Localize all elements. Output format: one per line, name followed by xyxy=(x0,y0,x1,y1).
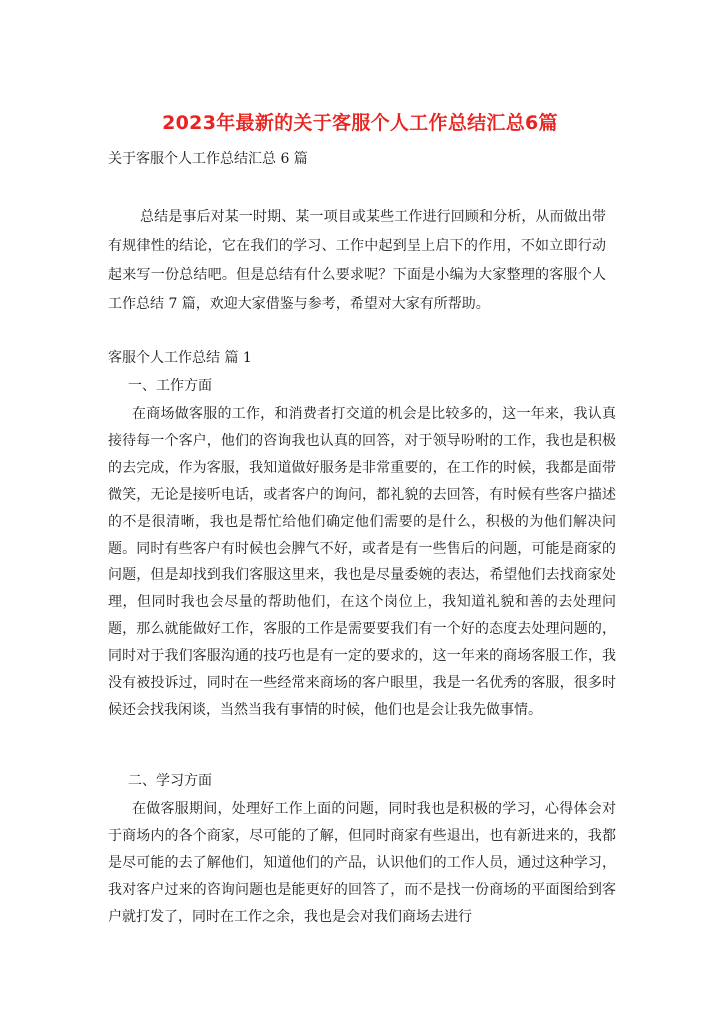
subsection-heading-study: 二、学习方面 xyxy=(128,773,212,789)
study-paragraph: 在做客服期间，处理好工作上面的问题，同时我也是积极的学习，心得体会对于商场内的各个商家，尽可能的了解，但同时商家有些退出，也有新进来的，我都是尽可能的去了解他们，知道他们的产品，认识他们的工作人员，通过这种学习，我对客户过来的咨询问题也是能更好的回答了，而不是找一份商场的平面图给到客户就打发了，同时在工作之余，我也是会对我们商场去进行 xyxy=(108,801,616,925)
document-subtitle: 关于客服个人工作总结汇总 6 篇 xyxy=(108,151,308,167)
intro-paragraph: 总结是事后对某一时期、某一项目或某些工作进行回顾和分析，从而做出带有规律性的结论，它在我们的学习、工作中起到呈上启下的作用，不如立即行动起来写一份总结吧。但是总结有什么要求呢？下面是小编为大家整理的客服个人工作总结 7 篇，欢迎大家借鉴与参考，希望对大家有所帮助。 xyxy=(108,209,606,312)
work-paragraph: 在商场做客服的工作，和消费者打交道的机会是比较多的，这一年来，我认真接待每一个客户，他们的咨询我也认真的回答，对于领导吩咐的工作，我也是积极的去完成，作为客服，我知道做好服务是非常重要的，在工作的时候，我都是面带微笑，无论是接听电话，或者客户的询问，都礼貌的去回答，有时候有些客户描述的不是很清晰，我也是帮忙给他们确定他们需要的是什么，积极的为他们解决问题。同时有些客户有时候也会脾气不好，或者是有一些售后的问题，可能是商家的问题，但是却找到我们客服这里来，我也是尽量委婉的表达，希望他们去找商家处理，但同时我也会尽量的帮助他们，在这个岗位上，我知道礼貌和善的去处理问题，那么就能做好工作，客服的工作是需要要我们有一个好的态度去处理问题的，同时对于我们客服沟通的技巧也是有一定的要求的，这一年来的商场客服工作，我没有被投诉过，同时在一些经常来商场的客户眼里，我是一名优秀的客服，很多时候还会找我闲谈，当然当我有事情的时候，他们也是会让我先做事情。 xyxy=(108,406,616,718)
document-title: 2023年最新的关于客服个人工作总结汇总6篇 xyxy=(162,112,558,134)
section-title: 客服个人工作总结 篇 1 xyxy=(108,350,252,366)
subsection-heading-work: 一、工作方面 xyxy=(128,378,212,394)
